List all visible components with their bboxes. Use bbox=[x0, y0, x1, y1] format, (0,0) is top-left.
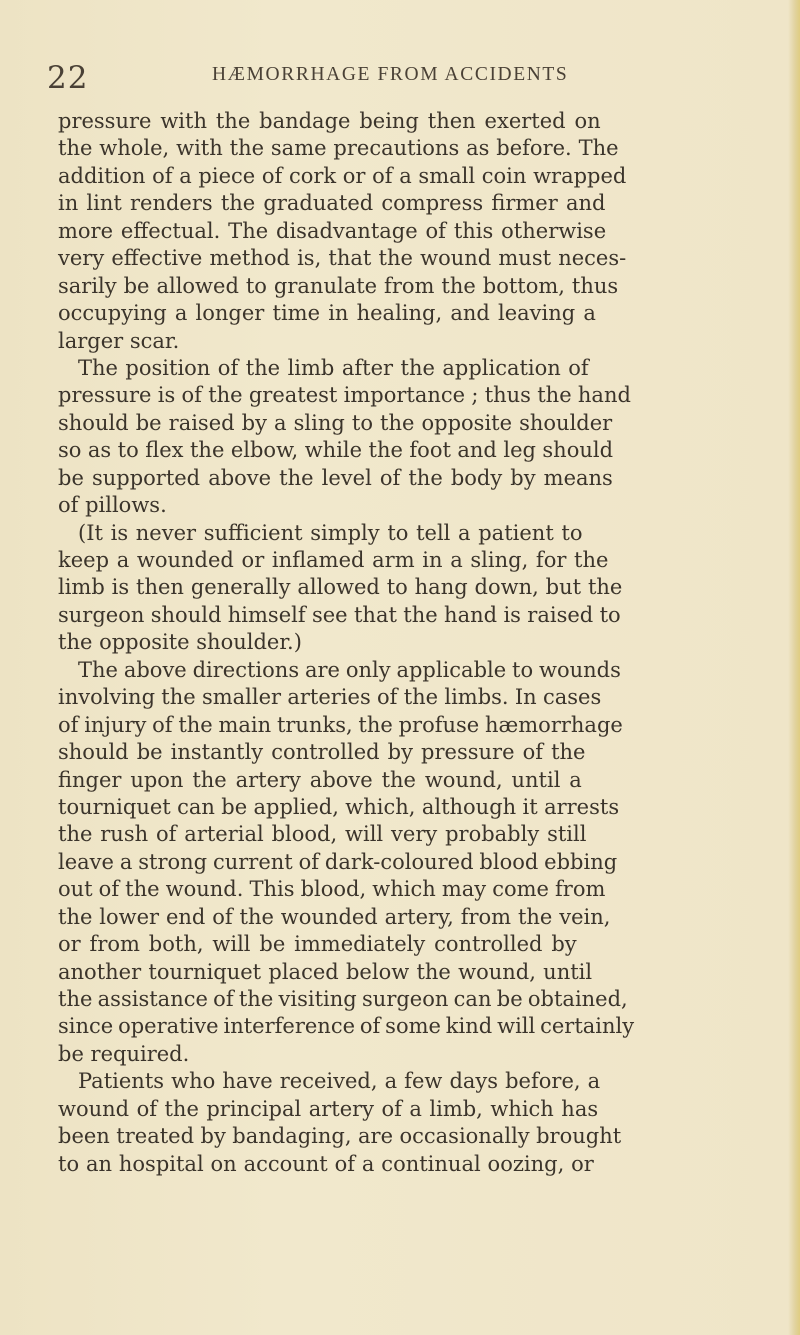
text-line: wound of the principal artery of a limb, which has bbox=[58, 1096, 599, 1121]
text-line: the opposite shoulder.) bbox=[58, 630, 302, 655]
text-line: of injury of the main trunks, the profuse hæmorrhage bbox=[58, 712, 623, 737]
text-line: limb is then generally allowed to hang down, but the bbox=[58, 575, 623, 600]
text-line: Patients who have received, a few days before, a bbox=[78, 1069, 601, 1094]
text-line: The position of the limb after the application of bbox=[78, 355, 589, 380]
text-line: the assistance of the visiting surgeon can be obtained, bbox=[58, 987, 628, 1011]
text-line: so as to flex the elbow, while the foot and leg should bbox=[58, 438, 614, 463]
text-line: out of the wound. This blood, which may come from bbox=[58, 877, 606, 902]
text-line: sarily be allowed to granulate from the bottom, thus bbox=[58, 273, 619, 298]
text-line: be required. bbox=[58, 1041, 190, 1066]
page-edge bbox=[788, 0, 800, 1335]
text-line: of pillows. bbox=[58, 493, 167, 518]
text-line: (It is never sufficient simply to tell a patient to bbox=[78, 520, 583, 545]
text-line: the rush of arterial blood, will very probably still bbox=[58, 822, 587, 847]
text-line: been treated by bandaging, are occasionally brought bbox=[58, 1124, 622, 1149]
text-line: more effectual. The disadvantage of this otherwise bbox=[58, 218, 607, 243]
page-number: 22 bbox=[47, 60, 89, 96]
text-line: since operative interference of some kind will certainly bbox=[58, 1014, 635, 1039]
text-line: another tourniquet placed below the wound, until bbox=[58, 959, 593, 984]
text-line: should be instantly controlled by pressure of the bbox=[58, 740, 586, 765]
text-line: surgeon should himself see that the hand is raised to bbox=[58, 602, 621, 627]
body-text bbox=[58, 108, 748, 1178]
text-line: leave a strong current of dark-coloured blood ebbing bbox=[58, 849, 618, 874]
text-line: in lint renders the graduated compress firmer and bbox=[58, 191, 606, 216]
text-line: pressure with the bandage being then exerted on bbox=[58, 109, 601, 133]
text-line: pressure is of the greatest importance ; thus the hand bbox=[58, 383, 631, 408]
text-line: should be raised by a sling to the opposite shoulder bbox=[58, 410, 613, 435]
text-line: addition of a piece of cork or of a small coin wrapped bbox=[58, 163, 627, 188]
text-line: The above directions are only applicable to wounds bbox=[78, 657, 621, 682]
text-line: the whole, with the same precautions as before. The bbox=[58, 136, 619, 161]
text-line: very effective method is, that the wound must neces- bbox=[58, 246, 627, 271]
text-line: the lower end of the wounded artery, from the vein, bbox=[58, 904, 611, 929]
text-line: or from both, will be immediately controlled by bbox=[58, 932, 577, 957]
text-line: occupying a longer time in healing, and leaving a bbox=[58, 301, 596, 326]
text-line: larger scar. bbox=[58, 328, 180, 353]
text-line: involving the smaller arteries of the limbs. In cases bbox=[58, 685, 602, 710]
text-line: finger upon the artery above the wound, until a bbox=[58, 767, 582, 792]
text-line: be supported above the level of the body by means bbox=[58, 465, 613, 490]
text-line: tourniquet can be applied, which, although it arrests bbox=[58, 794, 620, 819]
running-head: HÆMORRHAGE FROM ACCIDENTS bbox=[212, 64, 569, 85]
text-line: to an hospital on account of a continual oozing, or bbox=[58, 1151, 594, 1176]
text-line: keep a wounded or inflamed arm in a sling, for the bbox=[58, 548, 609, 572]
